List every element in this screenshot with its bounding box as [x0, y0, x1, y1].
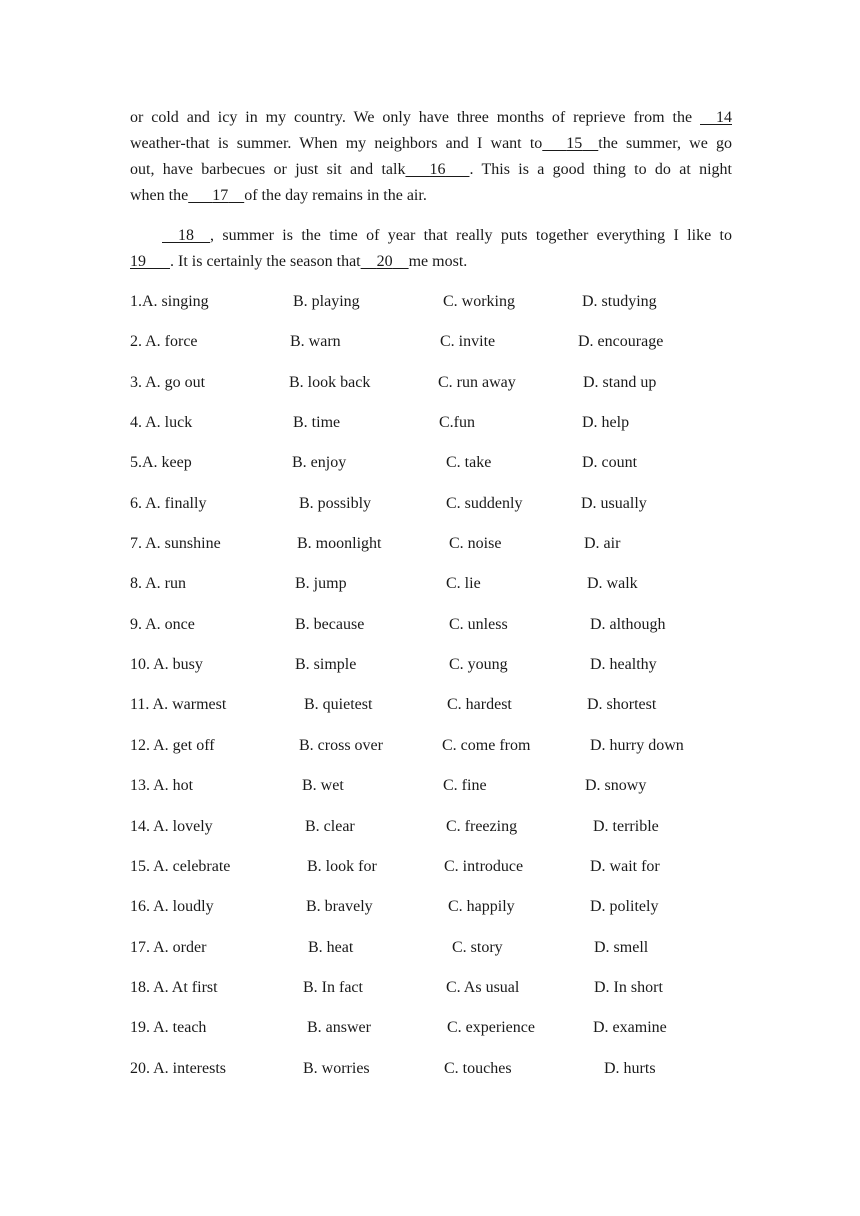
blank-20: 20 — [376, 253, 393, 270]
option-b: B. answer — [307, 1019, 371, 1036]
passage-line — [130, 157, 732, 183]
blank-14: 14 — [716, 109, 732, 126]
option-b: B. enjoy — [292, 454, 347, 471]
option-b: B. simple — [295, 656, 357, 673]
option-c: C. touches — [444, 1060, 512, 1077]
blank-19: 19 — [130, 253, 146, 270]
option-b: B. worries — [303, 1060, 370, 1077]
option-a: 17. A. order — [130, 939, 207, 956]
option-c: C. come from — [442, 737, 531, 754]
option-d: D. smell — [594, 939, 649, 956]
option-c: C. young — [449, 656, 508, 673]
option-a: 15. A. celebrate — [130, 858, 231, 875]
question-row — [0, 613, 860, 637]
option-c: C. unless — [449, 616, 508, 633]
option-d: D. usually — [581, 495, 647, 512]
option-a: 16. A. loudly — [130, 898, 214, 915]
option-a: 7. A. sunshine — [130, 535, 221, 552]
passage-text: or cold and icy in my country. We only have three months of reprieve from the — [130, 109, 693, 126]
option-d: D. hurry down — [590, 737, 684, 754]
option-d: D. terrible — [593, 818, 659, 835]
option-d: D. politely — [590, 898, 659, 915]
question-row — [0, 936, 860, 960]
question-row — [0, 411, 860, 435]
passage-line — [130, 223, 732, 249]
option-d: D. snowy — [585, 777, 647, 794]
option-c: C. working — [443, 293, 515, 310]
question-row — [0, 815, 860, 839]
option-b: B. quietest — [304, 696, 373, 713]
passage-text: out, have barbecues or just sit and talk — [130, 161, 406, 178]
blank-17: 17 — [212, 187, 229, 204]
option-c: C. invite — [440, 333, 496, 350]
option-a: 20. A. interests — [130, 1060, 226, 1077]
option-d: D. healthy — [590, 656, 657, 673]
option-a: 3. A. go out — [130, 374, 206, 391]
question-row — [0, 1016, 860, 1040]
option-b: B. wet — [302, 777, 344, 794]
passage-text: me most. — [408, 253, 468, 270]
option-d: D. walk — [587, 575, 638, 592]
passage-line — [130, 183, 732, 209]
question-row — [0, 572, 860, 596]
option-c: C. happily — [448, 898, 515, 915]
option-d: D. In short — [594, 979, 663, 996]
option-b: B. possibly — [299, 495, 372, 512]
option-a: 10. A. busy — [130, 656, 203, 673]
option-b: B. jump — [295, 575, 347, 592]
passage-text: . This is a good thing to do at night — [469, 161, 733, 178]
passage-text: . It is certainly the season that — [170, 253, 361, 270]
option-b: B. because — [295, 616, 365, 633]
option-b: B. cross over — [299, 737, 383, 754]
passage-text: of the day remains in the air. — [244, 187, 427, 204]
option-c: C. noise — [449, 535, 502, 552]
option-c: C. suddenly — [446, 495, 523, 512]
option-c: C. story — [452, 939, 503, 956]
option-a: 2. A. force — [130, 333, 198, 350]
blank-18: 18 — [178, 227, 194, 244]
option-d: D. air — [584, 535, 621, 552]
question-row — [0, 532, 860, 556]
option-b: B. look for — [307, 858, 377, 875]
passage-text: when the — [130, 187, 189, 204]
option-d: D. count — [582, 454, 638, 471]
option-a: 18. A. At first — [130, 979, 218, 996]
passage-paragraph-1 — [130, 105, 732, 209]
option-d: D. studying — [582, 293, 657, 310]
passage-text: , summer is the time of year that really puts together everything I like to — [210, 227, 732, 244]
option-b: B. heat — [308, 939, 354, 956]
question-row — [0, 451, 860, 475]
option-a: 4. A. luck — [130, 414, 193, 431]
option-c: C. lie — [446, 575, 481, 592]
option-b: B. In fact — [303, 979, 363, 996]
passage-text: the summer, we go — [598, 135, 733, 152]
option-d: D. shortest — [587, 696, 657, 713]
question-row — [0, 290, 860, 314]
passage-line — [130, 105, 732, 131]
option-d: D. wait for — [590, 858, 660, 875]
option-a: 14. A. lovely — [130, 818, 213, 835]
option-a: 11. A. warmest — [130, 696, 227, 713]
option-d: D. examine — [593, 1019, 667, 1036]
option-d: D. stand up — [583, 374, 657, 391]
option-a: 1.A. singing — [130, 293, 209, 310]
option-d: D. help — [582, 414, 630, 431]
option-c: C. experience — [447, 1019, 535, 1036]
option-b: B. clear — [305, 818, 355, 835]
option-b: B. playing — [293, 293, 360, 310]
passage-line — [130, 249, 732, 275]
question-row — [0, 774, 860, 798]
option-c: C. As usual — [446, 979, 520, 996]
question-row — [0, 1057, 860, 1081]
option-b: B. warn — [290, 333, 341, 350]
option-b: B. look back — [289, 374, 371, 391]
option-d: D. encourage — [578, 333, 664, 350]
passage-paragraph-2 — [130, 223, 732, 275]
passage-text: weather-that is summer. When my neighbors and I want to — [130, 135, 543, 152]
blank-16: 16 — [429, 161, 446, 178]
option-c: C. freezing — [446, 818, 518, 835]
option-d: D. although — [590, 616, 666, 633]
option-c: C. fine — [443, 777, 487, 794]
question-row — [0, 653, 860, 677]
option-b: B. moonlight — [297, 535, 382, 552]
option-a: 9. A. once — [130, 616, 195, 633]
option-c: C.fun — [439, 414, 475, 431]
passage-line — [130, 131, 732, 157]
option-a: 5.A. keep — [130, 454, 192, 471]
question-row — [0, 693, 860, 717]
option-b: B. bravely — [306, 898, 373, 915]
option-c: C. introduce — [444, 858, 524, 875]
option-a: 13. A. hot — [130, 777, 194, 794]
question-row — [0, 734, 860, 758]
option-c: C. run away — [438, 374, 516, 391]
option-b: B. time — [293, 414, 341, 431]
option-d: D. hurts — [604, 1060, 656, 1077]
option-a: 12. A. get off — [130, 737, 215, 754]
option-a: 19. A. teach — [130, 1019, 207, 1036]
option-a: 8. A. run — [130, 575, 186, 592]
option-a: 6. A. finally — [130, 495, 207, 512]
question-row — [0, 492, 860, 516]
option-c: C. take — [446, 454, 492, 471]
blank-15: 15 — [566, 135, 583, 152]
question-row — [0, 330, 860, 354]
question-row — [0, 371, 860, 395]
question-row — [0, 895, 860, 919]
question-row — [0, 976, 860, 1000]
option-c: C. hardest — [447, 696, 512, 713]
question-row — [0, 855, 860, 879]
